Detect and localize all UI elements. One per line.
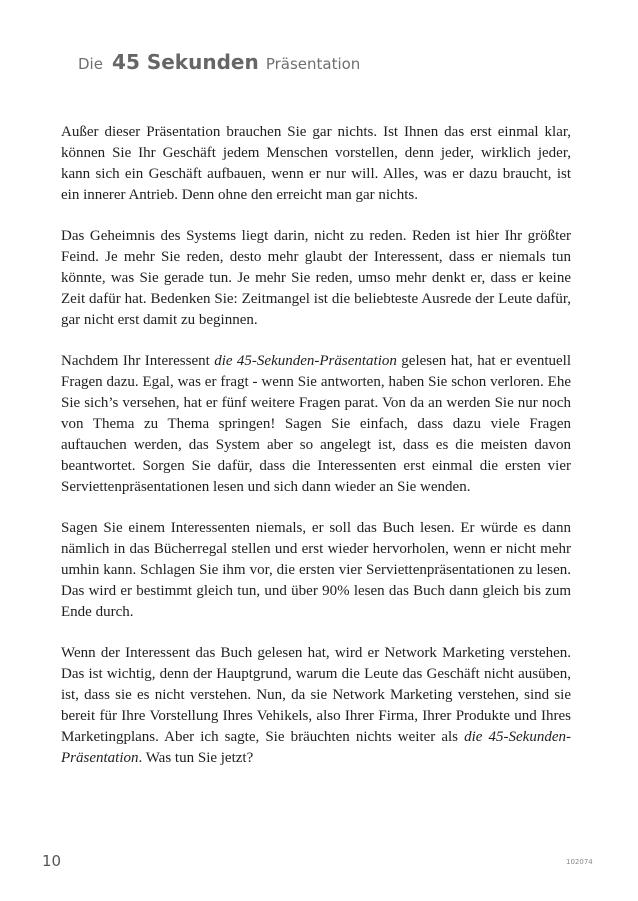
page-number: 10: [42, 852, 62, 870]
paragraph-2: Das Geheimnis des Systems liegt darin, nicht zu reden. Reden ist hier Ihr größter Feind. Je mehr Sie reden, desto mehr glaubt der Interessent, dass er niemals tun könnte, was Sie gerade tun. Je mehr Sie reden, umso mehr denkt er, dass er keine Zeit dafür hat. Bedenken Sie: Zeitmangel ist die beliebteste Ausrede der Leute dafür, gar nicht erst damit zu beginnen.: [61, 228, 571, 328]
paragraph-3: [61, 351, 571, 498]
paragraph-5: [61, 643, 571, 769]
header-prefix: Die: [78, 55, 103, 73]
paragraph-5-emphasis: die 45-Sekunden-Präsentation: [61, 729, 571, 766]
paragraph-5-before: Wenn der Interessent das Buch gelesen hat, wird er Network Marketing verstehen. Das ist wichtig, denn der Hauptgrund, warum die Leute das Geschäft nicht ausüben, ist, dass sie es nicht verstehen. Nun, da sie Network Marketing verstehen, sind sie bereit für Ihre Vorstellung Ihres Vehikels, also Ihrer Firma, Ihrer Produkte und Ihres Marketingplans. Aber ich sagte, Sie bräuchten nichts weiter als: [61, 645, 571, 745]
paragraph-3-after: gelesen hat, hat er eventuell Fragen dazu. Egal, was er fragt - wenn Sie antworten, haben Sie schon verloren. Ehe Sie sich’s versehen, hat er fünf weitere Fragen parat. Von da an werden Sie nur noch von Thema zu Thema springen! Sagen Sie einfach, dass dazu viele Fragen auftauchen werden, das System aber so angelegt ist, dass es die meisten davon beantwortet. Sorgen Sie dafür, dass die Interessenten erst einmal die ersten vier Serviettenpräsentationen lesen und sich dann wieder an Sie wenden.: [61, 353, 571, 495]
header-highlight: 45 Sekunden: [112, 50, 259, 74]
running-header: [78, 52, 360, 72]
paragraph-4: Sagen Sie einem Interessenten niemals, er soll das Buch lesen. Er würde es dann nämlich in das Bücherregal stellen und erst wieder hervorholen, wenn er nicht mehr umhin kann. Schlagen Sie ihm vor, die ersten vier Serviettenpräsentationen zu lesen. Das wird er bestimmt gleich tun, und über 90% lesen das Buch dann gleich bis zum Ende durch.: [61, 520, 571, 620]
paragraph-5-after: . Was tun Sie jetzt?: [138, 750, 254, 766]
paragraph-3-before: Nachdem Ihr Interessent: [61, 353, 215, 369]
header-suffix: Präsentation: [265, 55, 361, 73]
paragraph-1: Außer dieser Präsentation brauchen Sie gar nichts. Ist Ihnen das erst einmal klar, können Sie Ihr Geschäft jedem Menschen vorstellen, denn jeder, wirklich jeder, kann sich ein Geschäft aufbauen, wenn er nur will. Alles, was er dazu braucht, ist ein innerer Antrieb. Denn ohne den erreicht man gar nichts.: [61, 124, 571, 203]
paragraph-3-emphasis: die 45-Sekunden-Präsentation: [214, 353, 397, 369]
body-text: [61, 122, 571, 789]
document-code: 102074: [566, 858, 593, 866]
